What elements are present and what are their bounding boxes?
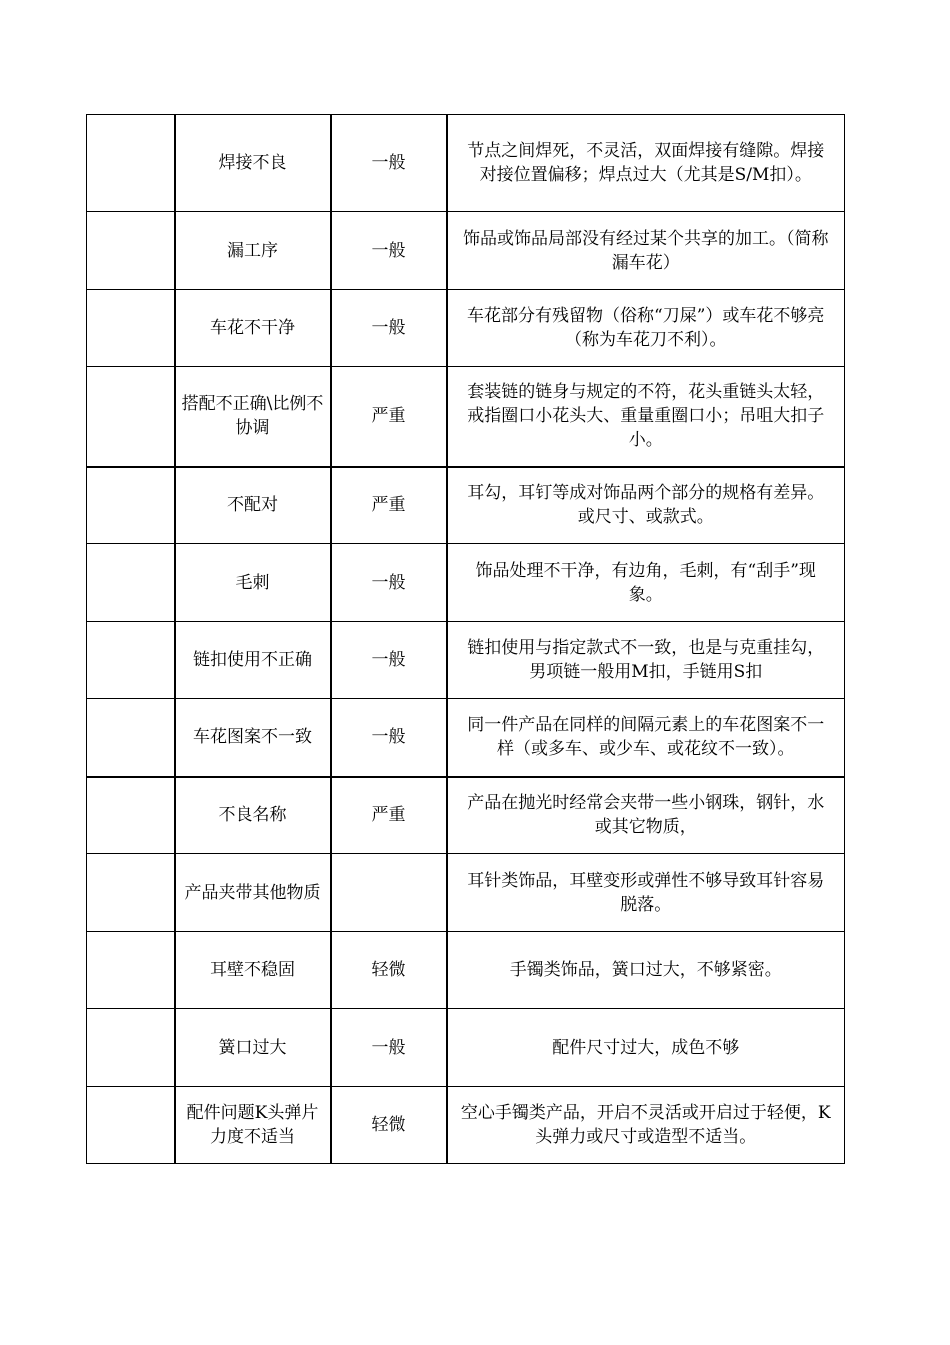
defect-name-cell: 产品夹带其他物质	[175, 854, 331, 932]
description-cell: 车花部分有残留物（俗称“刀屎”）或车花不够亮（称为车花刀不利）。	[447, 290, 845, 367]
index-cell	[87, 115, 175, 212]
table-row	[87, 854, 845, 932]
defect-name-cell: 搭配不正确\比例不协调	[175, 367, 331, 467]
table-row	[87, 1009, 845, 1087]
index-cell	[87, 1087, 175, 1164]
severity-cell: 一般	[331, 115, 447, 212]
severity-cell: 一般	[331, 622, 447, 699]
defect-name-cell: 车花不干净	[175, 290, 331, 367]
description-cell: 配件尺寸过大，成色不够	[447, 1009, 845, 1087]
description-cell: 节点之间焊死，不灵活，双面焊接有缝隙。焊接对接位置偏移；焊点过大（尤其是S/M扣）。	[447, 115, 845, 212]
index-cell	[87, 932, 175, 1009]
description-cell: 耳针类饰品，耳壁变形或弹性不够导致耳针容易脱落。	[447, 854, 845, 932]
table-row	[87, 212, 845, 290]
table-row	[87, 115, 845, 212]
defect-name-cell: 漏工序	[175, 212, 331, 290]
index-cell	[87, 544, 175, 622]
description-cell: 套装链的链身与规定的不符，花头重链头太轻，戒指圈口小花头大、重量重圈口小；吊咀大扣子小。	[447, 367, 845, 467]
defect-name-cell: 毛刺	[175, 544, 331, 622]
severity-cell	[331, 854, 447, 932]
severity-cell: 一般	[331, 544, 447, 622]
description-cell: 同一件产品在同样的间隔元素上的车花图案不一样（或多车、或少车、或花纹不一致）。	[447, 699, 845, 777]
severity-cell: 轻微	[331, 932, 447, 1009]
severity-cell: 一般	[331, 1009, 447, 1087]
defect-name-cell: 耳壁不稳固	[175, 932, 331, 1009]
description-cell: 饰品或饰品局部没有经过某个共享的加工。（简称漏车花）	[447, 212, 845, 290]
defect-name-cell: 焊接不良	[175, 115, 331, 212]
table-row	[87, 622, 845, 699]
index-cell	[87, 699, 175, 777]
severity-cell: 一般	[331, 699, 447, 777]
table-row	[87, 544, 845, 622]
defect-name-cell: 簧口过大	[175, 1009, 331, 1087]
table-row	[87, 1087, 845, 1164]
table-row	[87, 932, 845, 1009]
index-cell	[87, 467, 175, 544]
table-row	[87, 699, 845, 777]
index-cell	[87, 777, 175, 854]
description-cell: 手镯类饰品，簧口过大，不够紧密。	[447, 932, 845, 1009]
index-cell	[87, 854, 175, 932]
index-cell	[87, 290, 175, 367]
description-cell: 饰品处理不干净，有边角，毛刺，有“刮手”现象。	[447, 544, 845, 622]
defect-table-body	[87, 115, 845, 1164]
severity-cell: 一般	[331, 212, 447, 290]
index-cell	[87, 1009, 175, 1087]
defect-name-cell: 不良名称	[175, 777, 331, 854]
index-cell	[87, 367, 175, 467]
table-row	[87, 777, 845, 854]
severity-cell: 一般	[331, 290, 447, 367]
description-cell: 链扣使用与指定款式不一致，也是与克重挂勾，男项链一般用M扣，手链用S扣	[447, 622, 845, 699]
defect-name-cell: 车花图案不一致	[175, 699, 331, 777]
index-cell	[87, 622, 175, 699]
description-cell: 空心手镯类产品，开启不灵活或开启过于轻便，K头弹力或尺寸或造型不适当。	[447, 1087, 845, 1164]
severity-cell: 严重	[331, 777, 447, 854]
defect-name-cell: 不配对	[175, 467, 331, 544]
description-cell: 耳勾，耳钉等成对饰品两个部分的规格有差异。或尺寸、或款式。	[447, 467, 845, 544]
description-cell: 产品在抛光时经常会夹带一些小钢珠，钢针，水或其它物质，	[447, 777, 845, 854]
table-row	[87, 467, 845, 544]
index-cell	[87, 212, 175, 290]
defect-name-cell: 链扣使用不正确	[175, 622, 331, 699]
severity-cell: 轻微	[331, 1087, 447, 1164]
defect-name-cell: 配件问题K头弹片力度不适当	[175, 1087, 331, 1164]
table-row	[87, 367, 845, 467]
defect-table	[86, 114, 845, 1164]
severity-cell: 严重	[331, 467, 447, 544]
table-row	[87, 290, 845, 367]
severity-cell: 严重	[331, 367, 447, 467]
